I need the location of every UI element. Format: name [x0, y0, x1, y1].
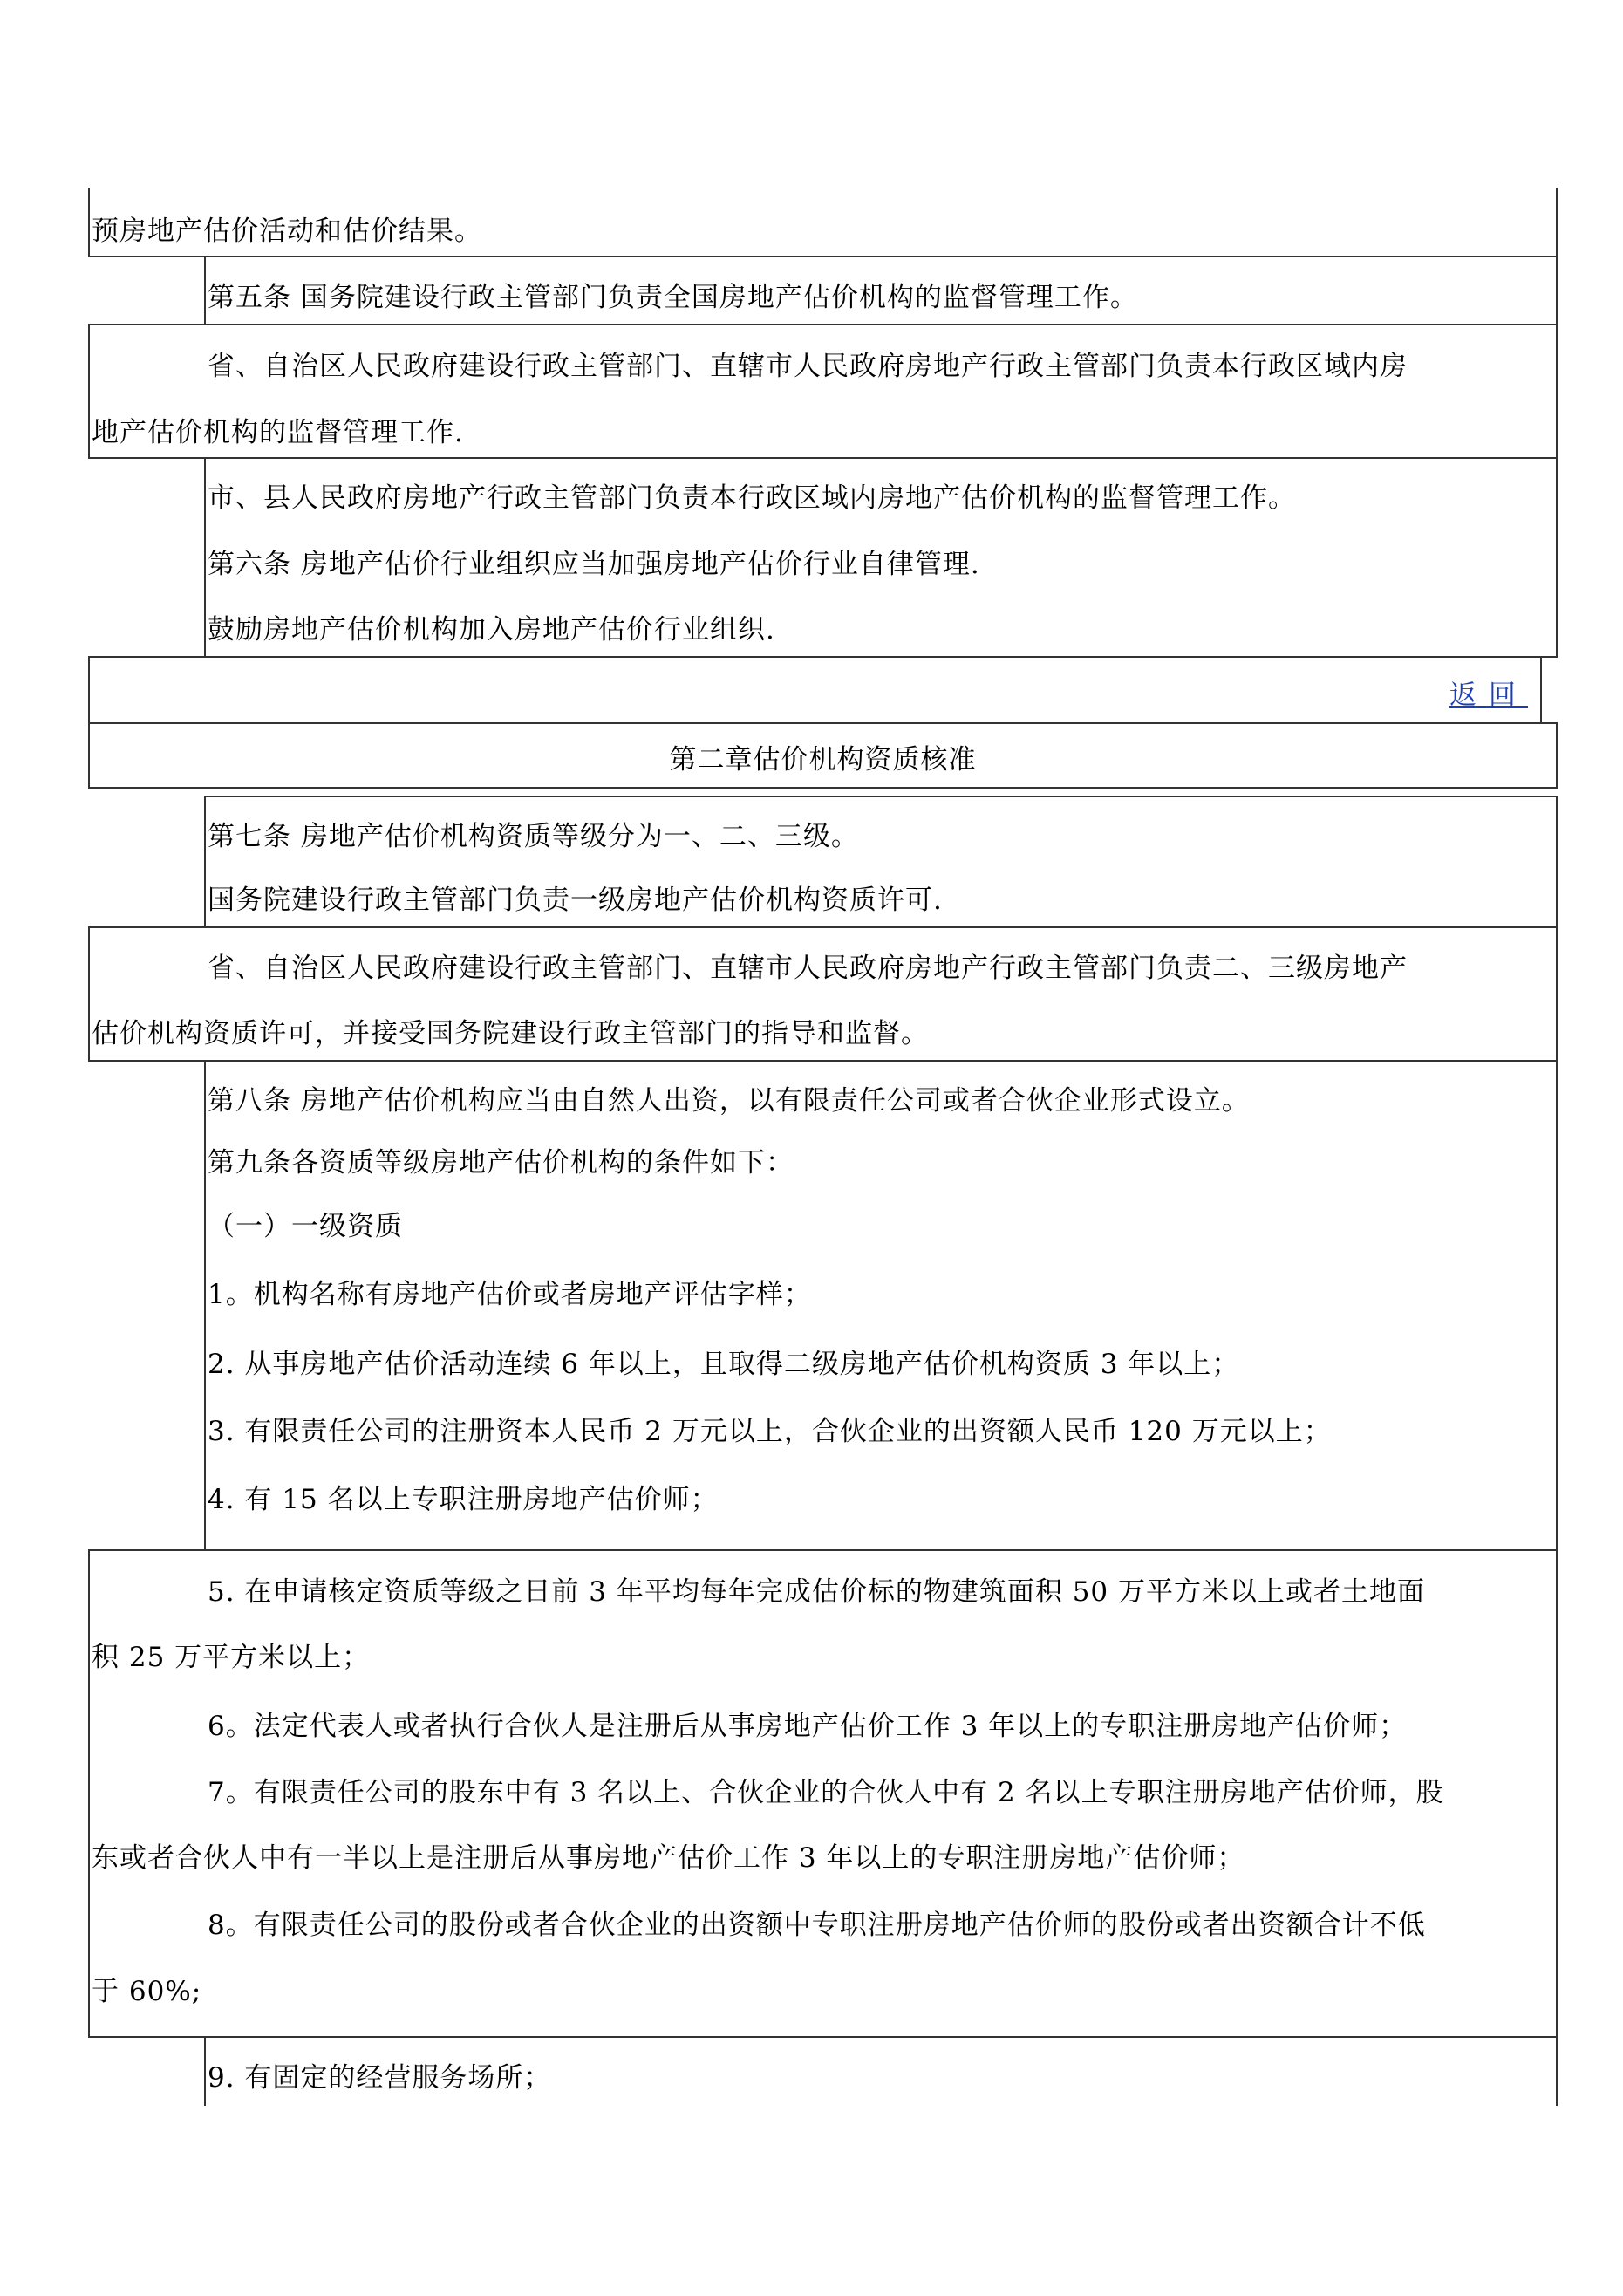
list-item-cont: 积 25 万平方米以上； — [92, 1642, 371, 1673]
text-line: 鼓励房地产估价机构加入房地产估价行业组织. — [208, 614, 775, 646]
list-item-cont: 于 60%; — [92, 1976, 202, 2007]
text-line: 市、县人民政府房地产行政主管部门负责本行政区域内房地产估价机构的监督管理工作。 — [208, 482, 1296, 514]
text-line: 国务院建设行政主管部门负责一级房地产估价机构资质许可. — [208, 885, 943, 916]
list-item: 7。有限责任公司的股东中有 3 名以上、合伙企业的合伙人中有 2 名以上专职注册房地产估价师，股 — [208, 1777, 1444, 1808]
text-line: 预房地产估价活动和估价结果。 — [92, 215, 482, 247]
list-item: 3. 有限责任公司的注册资本人民币 2 万元以上，合伙企业的出资额人民币 120 万元以上； — [208, 1416, 1332, 1447]
article-9: 第九条各资质等级房地产估价机构的条件如下： — [208, 1147, 794, 1179]
table-border — [1556, 2036, 1558, 2106]
row-box — [88, 656, 1542, 724]
text-line: 估价机构资质许可，并接受国务院建设行政主管部门的指导和监督。 — [92, 1018, 929, 1049]
list-item: 1。机构名称有房地产估价或者房地产评估字样； — [208, 1279, 812, 1310]
text-line: 地产估价机构的监督管理工作. — [92, 417, 464, 448]
list-item: 6。法定代表人或者执行合伙人是注册后从事房地产估价工作 3 年以上的专职注册房地产估价师； — [208, 1711, 1408, 1742]
list-item: 5. 在申请核定资质等级之日前 3 年平均每年完成估价标的物建筑面积 50 万平方米以上或者土地面 — [208, 1576, 1426, 1608]
article-6: 第六条 房地产估价行业组织应当加强房地产估价行业自律管理. — [208, 549, 980, 580]
table-border — [204, 2036, 206, 2106]
article-8: 第八条 房地产估价机构应当由自然人出资，以有限责任公司或者合伙企业形式设立。 — [208, 1085, 1250, 1117]
text-line: 省、自治区人民政府建设行政主管部门、直辖市人民政府房地产行政主管部门负责本行政区域内房 — [208, 351, 1408, 382]
list-item-cont: 东或者合伙人中有一半以上是注册后从事房地产估价工作 3 年以上的专职注册房地产估价师； — [92, 1842, 1245, 1874]
list-item: 4. 有 15 名以上专职注册房地产估价师； — [208, 1484, 719, 1515]
list-item: 2. 从事房地产估价活动连续 6 年以上，且取得二级房地产估价机构资质 3 年以上； — [208, 1349, 1240, 1380]
article-5: 第五条 国务院建设行政主管部门负责全国房地产估价机构的监督管理工作。 — [208, 282, 1138, 313]
subsection-heading: （一）一级资质 — [208, 1211, 403, 1242]
article-7: 第七条 房地产估价机构资质等级分为一、二、三级。 — [208, 821, 859, 852]
text-line: 省、自治区人民政府建设行政主管部门、直辖市人民政府房地产行政主管部门负责二、三级房地产 — [208, 953, 1408, 984]
chapter-title: 第二章估价机构资质核准 — [669, 744, 977, 776]
table-border — [88, 188, 90, 257]
list-item: 8。有限责任公司的股份或者合伙企业的出资额中专职注册房地产估价师的股份或者出资额合计不低 — [208, 1910, 1426, 1941]
table-border — [1556, 188, 1558, 257]
back-link[interactable]: 返回 — [1449, 680, 1528, 711]
table-border — [204, 2036, 1558, 2038]
list-item: 9. 有固定的经营服务场所； — [208, 2062, 552, 2094]
